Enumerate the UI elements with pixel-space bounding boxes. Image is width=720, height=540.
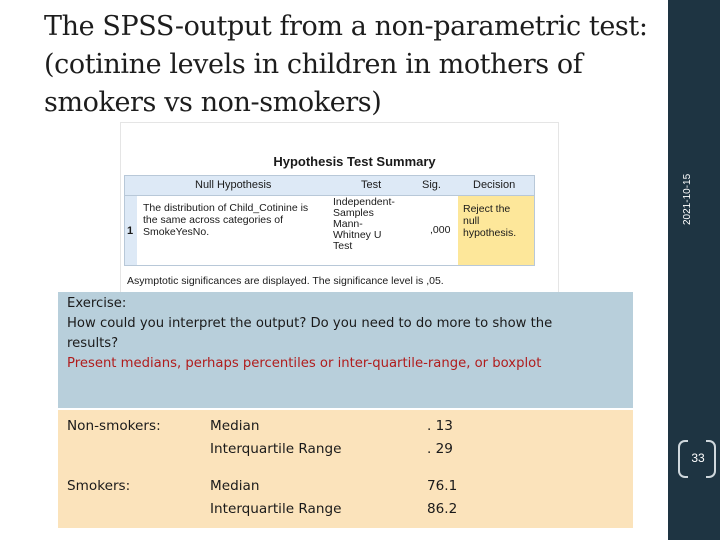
group-label: Non-smokers: <box>67 418 161 434</box>
row-number: 1 <box>127 225 134 237</box>
exercise-answer: Present medians, perhaps percentiles or inter-quartile-range, or boxplot <box>67 356 542 371</box>
hypothesis-line-1: The distribution of Child_Cotinine is <box>143 202 309 214</box>
exercise-label: Exercise: <box>67 296 127 311</box>
stat-labels <box>210 475 341 521</box>
header-null-hypothesis: Null Hypothesis <box>195 179 272 191</box>
stat-median-label: Median <box>210 418 260 434</box>
spss-title: Hypothesis Test Summary <box>273 154 436 169</box>
median-value: . 13 <box>427 418 453 434</box>
hypothesis-table <box>124 175 535 266</box>
exercise-question-line-2: results? <box>67 336 119 351</box>
results-row-smokers <box>58 470 633 528</box>
stat-iqr-label: Interquartile Range <box>210 441 342 457</box>
decision-line-3: hypothesis. <box>463 227 517 239</box>
title-line-2: (cotinine levels in children in mothers of <box>44 49 583 80</box>
results-table <box>58 410 633 528</box>
test-line-1: Independent- <box>333 196 395 208</box>
exercise-question-line-1: How could you interpret the output? Do you need to do more to show the <box>67 316 553 331</box>
hypothesis-line-2: the same across categories of <box>143 214 284 226</box>
stat-median-label: Median <box>210 478 260 494</box>
test-line-2: Samples <box>333 207 374 219</box>
hypothesis-table-header <box>125 176 534 196</box>
row-number-cell <box>125 196 137 265</box>
decision-line-2: null <box>463 215 480 227</box>
title-line-1: The SPSS-output from a non-parametric test: <box>44 11 648 42</box>
slide-title <box>44 8 648 122</box>
decision-line-1: Reject the <box>463 203 511 215</box>
exercise-text <box>67 294 627 374</box>
test-line-4: Whitney U <box>333 229 382 241</box>
stat-values <box>427 415 453 461</box>
stat-iqr-label: Interquartile Range <box>210 501 342 517</box>
iqr-value: 86.2 <box>427 501 458 517</box>
header-sig: Sig. <box>422 179 441 191</box>
decision-text <box>463 203 516 239</box>
header-test: Test <box>361 179 382 191</box>
hypothesis-cell <box>143 202 308 238</box>
test-line-5: Test <box>333 240 353 252</box>
test-line-3: Mann- <box>333 218 363 230</box>
page-number: 33 <box>691 451 705 465</box>
title-line-3: smokers vs non-smokers) <box>44 87 382 118</box>
group-label: Smokers: <box>67 478 131 494</box>
stat-labels <box>210 415 341 461</box>
decision-cell <box>458 196 534 265</box>
results-row-non-smokers <box>58 410 633 468</box>
iqr-value: . 29 <box>427 441 453 457</box>
significance-note: Asymptotic significances are displayed. The significance level is ,05. <box>127 275 444 287</box>
date-text: 2021-10-15 <box>682 173 693 225</box>
test-cell <box>333 197 395 252</box>
header-decision: Decision <box>473 179 516 191</box>
hypothesis-line-3: SmokeYesNo. <box>143 226 210 238</box>
spss-output-image <box>120 122 559 294</box>
median-value: 76.1 <box>427 478 458 494</box>
sig-value: ,000 <box>430 224 451 236</box>
exercise-box <box>58 292 633 408</box>
stat-values <box>427 475 457 521</box>
slide-date <box>668 0 720 240</box>
